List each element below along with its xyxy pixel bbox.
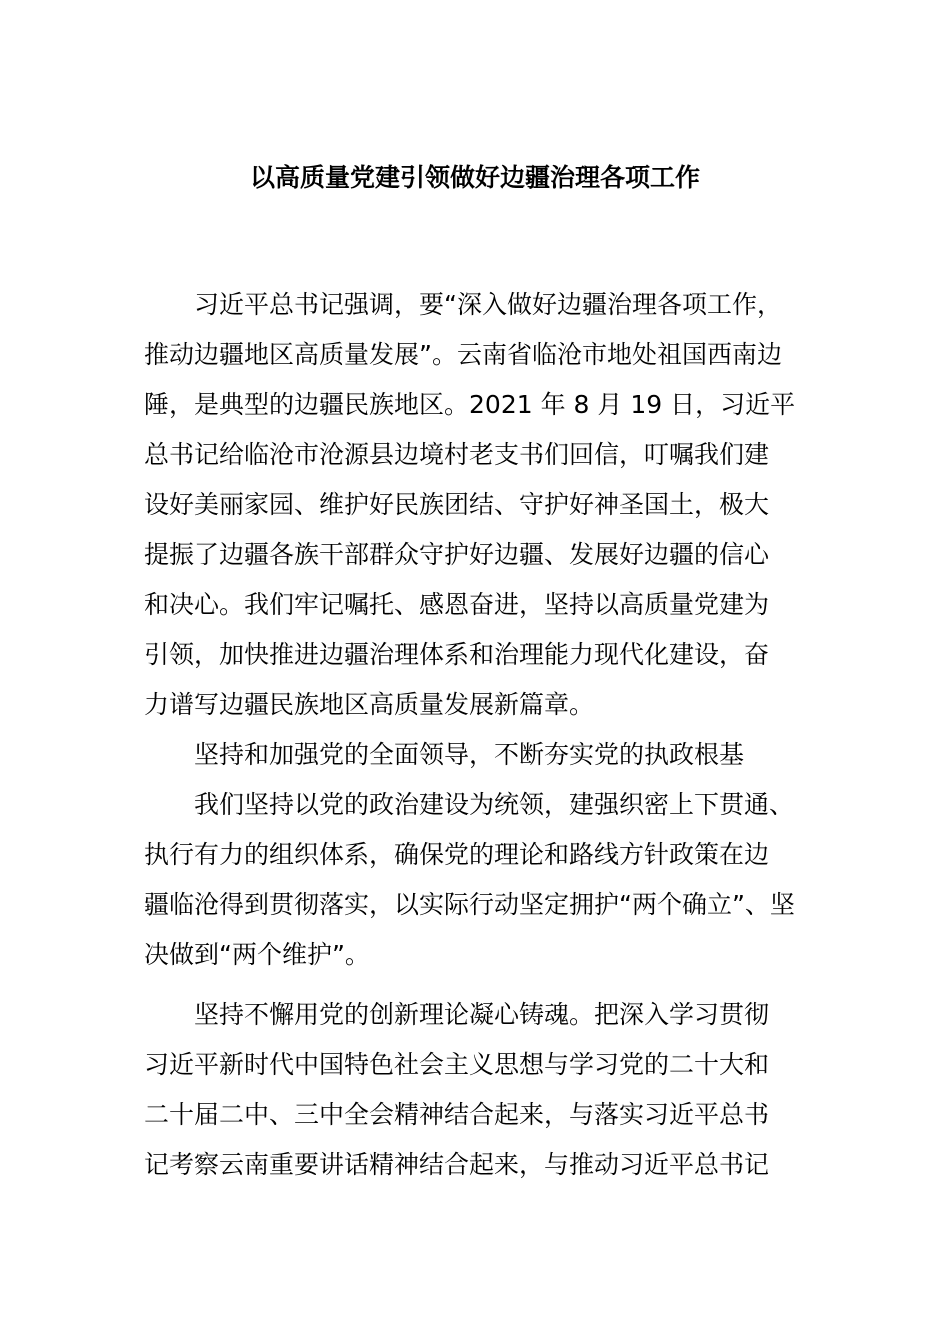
section-heading: 坚持和加强党的全面领导，不断夯实党的执政根基 [194, 740, 745, 769]
paragraph-line: 记考察云南重要讲话精神结合起来，与推动习近平总书记 [144, 1150, 770, 1179]
paragraph-line: 推动边疆地区高质量发展”。云南省临沧市地处祖国西南边 [144, 340, 782, 369]
paragraph-line: 提振了边疆各族干部群众守护好边疆、发展好边疆的信心 [144, 540, 770, 569]
document-title: 以高质量党建引领做好边疆治理各项工作 [249, 163, 700, 192]
paragraph-line: 引领，加快推进边疆治理体系和治理能力现代化建设，奋 [144, 640, 770, 669]
paragraph-line: 设好美丽家园、维护好民族团结、守护好神圣国土，极大 [144, 490, 770, 519]
paragraph-line: 陲，是典型的边疆民族地区。2021 年 8 月 19 日，习近平 [144, 390, 796, 419]
paragraph-line: 总书记给临沧市沧源县边境村老支书们回信，叮嘱我们建 [144, 440, 770, 469]
paragraph-line: 二十届二中、三中全会精神结合起来，与落实习近平总书 [144, 1100, 770, 1129]
paragraph-line: 执行有力的组织体系，确保党的理论和路线方针政策在边 [144, 840, 770, 869]
paragraph-line: 力谱写边疆民族地区高质量发展新篇章。 [144, 690, 595, 719]
paragraph-line: 和决心。我们牢记嘱托、感恩奋进，坚持以高质量党建为 [144, 590, 770, 619]
paragraph-line: 坚持不懈用党的创新理论凝心铸魂。把深入学习贯彻 [194, 1000, 770, 1029]
paragraph-line: 习近平新时代中国特色社会主义思想与学习党的二十大和 [144, 1050, 770, 1079]
paragraph-line: 我们坚持以党的政治建设为统领，建强织密上下贯通、 [194, 790, 795, 819]
document-body [144, 280, 834, 1190]
paragraph-line: 习近平总书记强调，要“深入做好边疆治理各项工作， [194, 290, 782, 319]
paragraph-line: 决做到“两个维护”。 [144, 940, 370, 969]
paragraph-line: 疆临沧得到贯彻落实，以实际行动坚定拥护“两个确立”、坚 [144, 890, 795, 919]
